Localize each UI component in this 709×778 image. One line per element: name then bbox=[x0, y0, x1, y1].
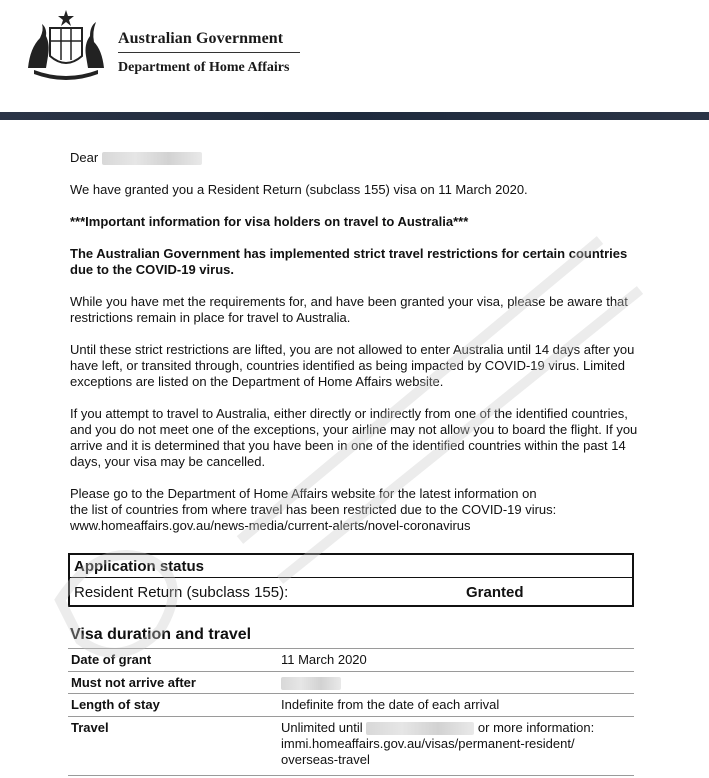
table-row: Length of stay Indefinite from the date of each arrival bbox=[68, 693, 634, 716]
redacted-travel-date bbox=[366, 722, 474, 735]
table-row: Date of grant 11 March 2020 bbox=[68, 648, 634, 671]
application-status-title: Application status bbox=[74, 558, 205, 575]
attempt-paragraph: If you attempt to travel to Australia, either directly or indirectly from one of the identified countries, and you do not meet one of the exceptions, your airline may not allow you to board the flight. If you arrive and it is determined that you have been in one of the identified countries within the past 14 days, your visa may be cancelled. bbox=[70, 406, 638, 469]
letter-body bbox=[70, 150, 640, 550]
lifted-paragraph: Until these strict restrictions are lifted, you are not allowed to enter Australia until 14 days after you have left, or transited through, countries identified as being impacted by COVID-19 virus. Limited exceptions are listed on the Department of Home Affairs website. bbox=[70, 342, 635, 389]
visa-duration-table bbox=[68, 648, 634, 776]
requirements-paragraph: While you have met the requirements for, and have been granted your visa, please be aware that restrictions remain in place for travel to Australia. bbox=[70, 294, 628, 325]
important-heading: ***Important information for visa holders on travel to Australia*** bbox=[70, 214, 469, 229]
table-row: Must not arrive after bbox=[68, 671, 634, 693]
table-row: Travel Unlimited until or more information: immi.homeaffairs.gov.au/visas/permanent-resident/ overseas-travel bbox=[68, 716, 634, 776]
department-name: Department of Home Affairs bbox=[118, 60, 290, 75]
header-divider bbox=[118, 52, 300, 53]
visa-duration-title: Visa duration and travel bbox=[70, 626, 252, 643]
redacted-name bbox=[102, 152, 202, 165]
letterhead bbox=[0, 0, 709, 112]
granted-paragraph: We have granted you a Resident Return (subclass 155) visa on 11 March 2020. bbox=[70, 182, 528, 197]
website-link[interactable]: www.homeaffairs.gov.au/news-media/current-alerts/novel-coronavirus bbox=[70, 518, 471, 533]
header-band bbox=[0, 112, 709, 120]
application-status-value: Granted bbox=[466, 584, 524, 601]
restrictions-paragraph: The Australian Government has implemented strict travel restrictions for certain countries due to the COVID-19 virus. bbox=[70, 246, 628, 277]
redacted-date bbox=[281, 677, 341, 690]
application-status-box bbox=[68, 553, 634, 607]
government-name: Australian Government bbox=[118, 30, 284, 47]
website-paragraph: Please go to the Department of Home Affairs website for the latest information on the list of countries from where travel has been restricted due to the COVID-19 virus: www.homeaffairs.gov.au/news-media/current-alerts/novel-coronavirus bbox=[70, 486, 557, 533]
application-status-label: Resident Return (subclass 155): bbox=[74, 584, 289, 601]
salutation: Dear bbox=[70, 150, 640, 166]
coat-of-arms-icon bbox=[20, 8, 112, 86]
travel-link[interactable]: immi.homeaffairs.gov.au/visas/permanent-resident/ bbox=[281, 736, 575, 751]
